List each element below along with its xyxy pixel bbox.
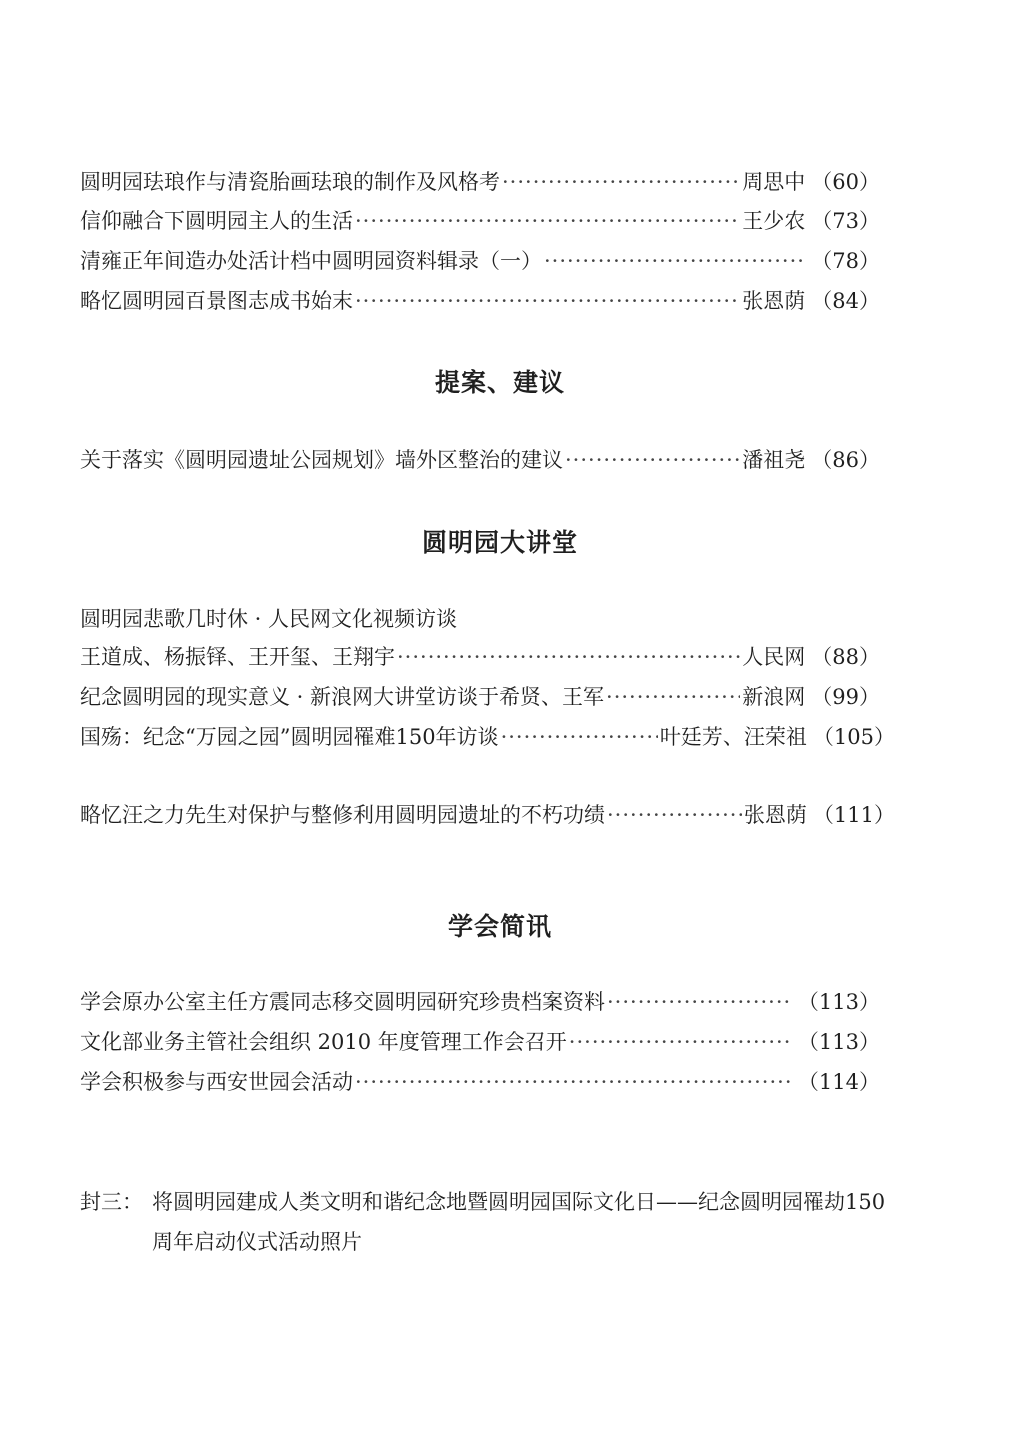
cover-note [80, 1182, 900, 1262]
entry-title: 略忆汪之力先生对保护与整修利用圆明园遗址的不朽功绩 [80, 803, 605, 827]
dot-leader [355, 206, 740, 236]
entry-author: 新浪网 [742, 685, 806, 709]
toc-entry[interactable] [80, 800, 895, 830]
entry-page: （73） [811, 209, 880, 233]
toc-entry[interactable] [80, 722, 895, 752]
dot-leader [607, 987, 790, 1017]
entry-author: 周思中 [742, 170, 806, 194]
dot-leader [606, 682, 740, 712]
dot-leader [565, 445, 740, 475]
toc-entry[interactable] [80, 445, 880, 475]
entry-author: 人民网 [742, 645, 806, 669]
toc-entry[interactable] [80, 1067, 880, 1097]
entry-page: （111） [812, 803, 895, 827]
entry-page: （114） [797, 1070, 880, 1094]
toc-entry[interactable] [80, 286, 880, 316]
entry-title: 学会原办公室主任方震同志移交圆明园研究珍贵档案资料 [80, 990, 605, 1014]
entry-page: （86） [811, 448, 880, 472]
dot-leader [502, 167, 740, 197]
cover-text: 将圆明园建成人类文明和谐纪念地暨圆明园国际文化日——纪念圆明园罹劫150周年启动仪式活动照片 [152, 1190, 886, 1254]
entry-page: （60） [811, 170, 880, 194]
dot-leader [397, 642, 740, 672]
dot-leader [569, 1027, 790, 1057]
toc-entry[interactable] [80, 642, 880, 672]
toc-entry[interactable] [80, 206, 880, 236]
section-heading: 学会简讯 [447, 912, 552, 941]
entry-title: 圆明园珐琅作与清瓷胎画珐琅的制作及风格考 [80, 170, 500, 194]
dot-leader [501, 722, 658, 752]
section-heading: 圆明园大讲堂 [421, 528, 578, 557]
entry-page: （105） [812, 725, 895, 749]
entry-title: 信仰融合下圆明园主人的生活 [80, 209, 353, 233]
entry-page: （113） [797, 990, 880, 1014]
entry-title: 王道成、杨振铎、王开玺、王翔宇 [80, 645, 395, 669]
entry-page: （113） [797, 1030, 880, 1054]
entry-author: 张恩荫 [742, 289, 806, 313]
entry-author: 潘祖尧 [742, 448, 806, 472]
entry-title: 纪念圆明园的现实意义 · 新浪网大讲堂访谈于希贤、王军 [80, 685, 605, 709]
entry-title: 略忆圆明园百景图志成书始末 [80, 289, 353, 313]
toc-entry[interactable] [80, 246, 880, 276]
entry-author: 张恩荫 [743, 803, 807, 827]
entry-author: 叶廷芳、汪荣祖 [659, 725, 807, 749]
toc-entry[interactable] [80, 167, 880, 197]
toc-entry[interactable] [80, 1027, 880, 1057]
entry-title: 学会积极参与西安世园会活动 [80, 1070, 353, 1094]
entry-title: 文化部业务主管社会组织 2010 年度管理工作会召开 [80, 1030, 567, 1054]
dot-leader [607, 800, 742, 830]
entry-title: 国殇：纪念“万园之园”圆明园罹难150年访谈 [80, 725, 499, 749]
entry-title: 关于落实《圆明园遗址公园规划》墙外区整治的建议 [80, 448, 563, 472]
dot-leader [544, 246, 803, 276]
toc-entry[interactable] [80, 987, 880, 1017]
entry-author: 王少农 [742, 209, 806, 233]
section-heading: 提案、建议 [434, 368, 565, 397]
dot-leader [355, 1067, 790, 1097]
entry-page: （99） [811, 685, 880, 709]
entry-page: （84） [811, 289, 880, 313]
toc-entry[interactable] [80, 682, 880, 712]
entry-page: （88） [811, 645, 880, 669]
entry-page: （78） [811, 249, 880, 273]
entry-title: 清雍正年间造办处活计档中圆明园资料辑录（一） [80, 249, 542, 273]
entry-intro: 圆明园悲歌几时休 · 人民网文化视频访谈 [80, 607, 458, 631]
dot-leader [355, 286, 740, 316]
cover-label: 封三： [80, 1190, 143, 1214]
